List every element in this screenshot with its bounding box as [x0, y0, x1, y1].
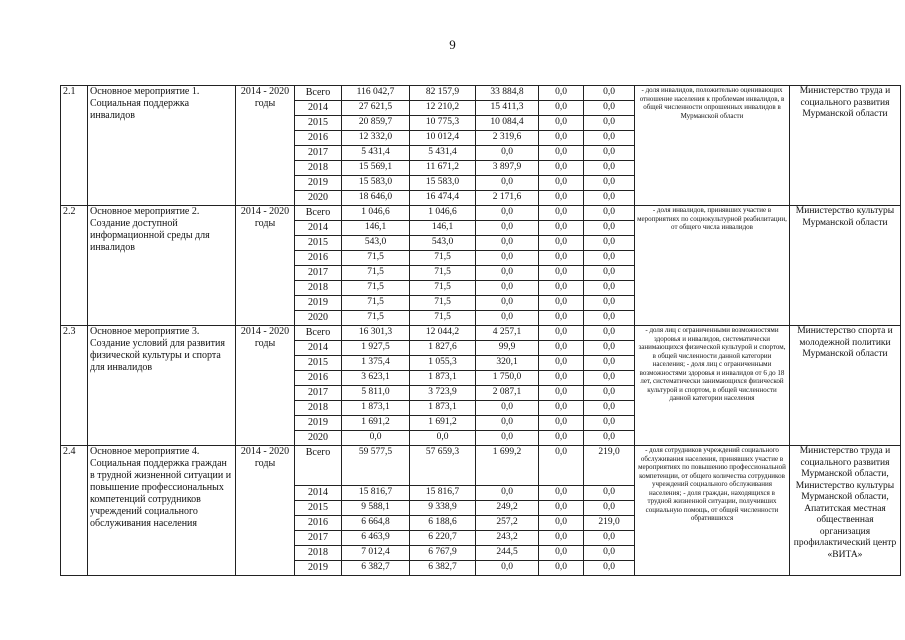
- funding-cell: 0,0: [584, 386, 635, 401]
- funding-cell: 0,0: [584, 311, 635, 326]
- funding-cell: 2 319,6: [476, 131, 539, 146]
- funding-cell: 59 577,5: [342, 446, 410, 486]
- funding-cell: 0,0: [539, 131, 584, 146]
- funding-cell: 0,0: [410, 431, 476, 446]
- funding-cell: 0,0: [539, 236, 584, 251]
- funding-cell: 0,0: [584, 206, 635, 221]
- table-row: [61, 326, 901, 341]
- activity-number: 2.2: [61, 206, 88, 326]
- funding-cell: 0,0: [584, 371, 635, 386]
- funding-cell: 27 621,5: [342, 101, 410, 116]
- funding-cell: 0,0: [539, 251, 584, 266]
- program-activities-table: [60, 85, 901, 576]
- funding-cell: 0,0: [584, 486, 635, 501]
- funding-cell: 244,5: [476, 546, 539, 561]
- funding-cell: 0,0: [539, 86, 584, 101]
- funding-cell: 5 431,4: [410, 146, 476, 161]
- funding-cell: 0,0: [539, 146, 584, 161]
- year-cell: Всего: [295, 86, 342, 101]
- year-cell: 2015: [295, 501, 342, 516]
- funding-cell: 243,2: [476, 531, 539, 546]
- target-indicators: - доля сотрудников учреждений социального обслуживания населения, принявших участие в мероприятиях по повышению профессиональной компетенции, от общего количества сотрудников учреждений социального обслуживания населения; - доля граждан, находящихся в трудной жизненной ситуации, получивших социальную помощь, от общей численности обратившихся: [635, 446, 790, 576]
- page-number: 9: [449, 37, 456, 52]
- funding-cell: 82 157,9: [410, 86, 476, 101]
- funding-cell: 320,1: [476, 356, 539, 371]
- year-cell: 2019: [295, 416, 342, 431]
- funding-cell: 6 188,6: [410, 516, 476, 531]
- funding-cell: 0,0: [539, 546, 584, 561]
- funding-cell: 0,0: [584, 236, 635, 251]
- funding-cell: 219,0: [584, 446, 635, 486]
- funding-cell: 0,0: [476, 281, 539, 296]
- funding-cell: 6 664,8: [342, 516, 410, 531]
- year-cell: 2016: [295, 251, 342, 266]
- funding-cell: 0,0: [476, 416, 539, 431]
- funding-cell: 6 767,9: [410, 546, 476, 561]
- activity-period: 2014 - 2020 годы: [236, 326, 295, 446]
- funding-cell: 0,0: [539, 161, 584, 176]
- funding-cell: 0,0: [539, 116, 584, 131]
- funding-cell: 10 084,4: [476, 116, 539, 131]
- funding-cell: 0,0: [584, 356, 635, 371]
- funding-cell: 71,5: [410, 311, 476, 326]
- funding-cell: 71,5: [342, 296, 410, 311]
- year-cell: 2019: [295, 296, 342, 311]
- year-cell: 2019: [295, 176, 342, 191]
- funding-cell: 0,0: [584, 341, 635, 356]
- funding-cell: 71,5: [410, 251, 476, 266]
- funding-cell: 1 046,6: [342, 206, 410, 221]
- funding-cell: 0,0: [539, 341, 584, 356]
- funding-cell: 6 220,7: [410, 531, 476, 546]
- year-cell: 2020: [295, 311, 342, 326]
- funding-cell: 6 463,9: [342, 531, 410, 546]
- funding-cell: 0,0: [539, 281, 584, 296]
- funding-cell: 0,0: [539, 486, 584, 501]
- funding-cell: 1 873,1: [410, 371, 476, 386]
- funding-cell: 0,0: [476, 236, 539, 251]
- funding-cell: 0,0: [476, 561, 539, 576]
- funding-cell: 3 723,9: [410, 386, 476, 401]
- year-cell: 2014: [295, 101, 342, 116]
- year-cell: 2016: [295, 131, 342, 146]
- activity-name: Основное мероприятие 2. Создание доступной информационной среды для инвалидов: [88, 206, 236, 326]
- target-indicators: - доля лиц с ограниченными возможностями здоровья и инвалидов, систематически занимающихся физической культурой и спортом, в общей численности данной категории населения; - доля лиц с ограниченными возможностями здоровья и инвалидов от 6 до 18 лет, систематически занимающихся физической культурой и спортом, в общей численности данной категории населения: [635, 326, 790, 446]
- funding-cell: 0,0: [584, 546, 635, 561]
- year-cell: 2017: [295, 266, 342, 281]
- funding-cell: 71,5: [342, 251, 410, 266]
- year-cell: 2020: [295, 191, 342, 206]
- funding-cell: 1 055,3: [410, 356, 476, 371]
- funding-cell: 15 569,1: [342, 161, 410, 176]
- funding-cell: 0,0: [539, 501, 584, 516]
- funding-cell: 15 411,3: [476, 101, 539, 116]
- funding-cell: 33 884,8: [476, 86, 539, 101]
- year-cell: 2018: [295, 546, 342, 561]
- funding-cell: 0,0: [539, 446, 584, 486]
- year-cell: Всего: [295, 206, 342, 221]
- funding-cell: 0,0: [539, 206, 584, 221]
- funding-cell: 0,0: [539, 326, 584, 341]
- funding-cell: 12 210,2: [410, 101, 476, 116]
- funding-cell: 1 691,2: [342, 416, 410, 431]
- funding-cell: 0,0: [539, 386, 584, 401]
- activity-name: Основное мероприятие 1. Социальная поддержка инвалидов: [88, 86, 236, 206]
- funding-cell: 0,0: [584, 101, 635, 116]
- funding-cell: 0,0: [539, 371, 584, 386]
- year-cell: 2016: [295, 371, 342, 386]
- year-cell: 2016: [295, 516, 342, 531]
- responsible-executor: Министерство труда и социального развития Мурманской области, Министерство культуры Мурманской области, Апатитская местная общественная организация профилактический центр «ВИТА»: [790, 446, 901, 576]
- funding-cell: 0,0: [539, 531, 584, 546]
- funding-cell: 99,9: [476, 341, 539, 356]
- funding-cell: 0,0: [539, 311, 584, 326]
- funding-cell: 0,0: [584, 296, 635, 311]
- year-cell: 2019: [295, 561, 342, 576]
- funding-cell: 249,2: [476, 501, 539, 516]
- activity-period: 2014 - 2020 годы: [236, 86, 295, 206]
- funding-cell: 0,0: [539, 356, 584, 371]
- funding-cell: 7 012,4: [342, 546, 410, 561]
- year-cell: 2018: [295, 281, 342, 296]
- funding-cell: 4 257,1: [476, 326, 539, 341]
- funding-cell: 71,5: [410, 266, 476, 281]
- funding-cell: 5 431,4: [342, 146, 410, 161]
- funding-cell: 71,5: [410, 281, 476, 296]
- responsible-executor: Министерство труда и социального развития Мурманской области: [790, 86, 901, 206]
- funding-cell: 0,0: [584, 116, 635, 131]
- table-row: [61, 86, 901, 101]
- funding-cell: 0,0: [584, 561, 635, 576]
- funding-cell: 0,0: [539, 561, 584, 576]
- funding-cell: 0,0: [476, 311, 539, 326]
- funding-cell: 1 375,4: [342, 356, 410, 371]
- year-cell: 2014: [295, 486, 342, 501]
- funding-cell: 1 927,5: [342, 341, 410, 356]
- funding-cell: 116 042,7: [342, 86, 410, 101]
- funding-cell: 0,0: [584, 266, 635, 281]
- activity-period: 2014 - 2020 годы: [236, 206, 295, 326]
- funding-cell: 71,5: [342, 266, 410, 281]
- funding-cell: 146,1: [410, 221, 476, 236]
- funding-cell: 0,0: [476, 401, 539, 416]
- activity-name: Основное мероприятие 4. Социальная поддержка граждан в трудной жизненной ситуации и повышение профессиональных компетенций сотрудников учреждений социального обслуживания населения: [88, 446, 236, 576]
- year-cell: 2017: [295, 146, 342, 161]
- funding-cell: 11 671,2: [410, 161, 476, 176]
- funding-cell: 0,0: [584, 531, 635, 546]
- responsible-executor: Министерство спорта и молодежной политики Мурманской области: [790, 326, 901, 446]
- table-row: [61, 446, 901, 486]
- funding-cell: 9 338,9: [410, 501, 476, 516]
- funding-cell: 0,0: [584, 86, 635, 101]
- year-cell: Всего: [295, 326, 342, 341]
- funding-cell: 1 699,2: [476, 446, 539, 486]
- funding-cell: 0,0: [584, 431, 635, 446]
- funding-cell: 0,0: [539, 221, 584, 236]
- funding-cell: 0,0: [584, 401, 635, 416]
- funding-cell: 10 775,3: [410, 116, 476, 131]
- funding-cell: 0,0: [584, 501, 635, 516]
- funding-cell: 0,0: [584, 176, 635, 191]
- funding-cell: 0,0: [476, 146, 539, 161]
- funding-cell: 15 816,7: [410, 486, 476, 501]
- funding-cell: 0,0: [476, 206, 539, 221]
- funding-cell: 71,5: [342, 311, 410, 326]
- funding-cell: 15 816,7: [342, 486, 410, 501]
- year-cell: 2020: [295, 431, 342, 446]
- funding-cell: 2 171,6: [476, 191, 539, 206]
- funding-cell: 0,0: [584, 221, 635, 236]
- activity-period: 2014 - 2020 годы: [236, 446, 295, 576]
- funding-cell: 3 897,9: [476, 161, 539, 176]
- activity-number: 2.4: [61, 446, 88, 576]
- funding-cell: 0,0: [476, 176, 539, 191]
- funding-cell: 146,1: [342, 221, 410, 236]
- funding-cell: 6 382,7: [342, 561, 410, 576]
- funding-cell: 1 046,6: [410, 206, 476, 221]
- year-cell: 2015: [295, 236, 342, 251]
- funding-cell: 0,0: [476, 221, 539, 236]
- year-cell: 2017: [295, 531, 342, 546]
- funding-cell: 3 623,1: [342, 371, 410, 386]
- funding-cell: 57 659,3: [410, 446, 476, 486]
- funding-cell: 0,0: [342, 431, 410, 446]
- funding-cell: 16 301,3: [342, 326, 410, 341]
- target-indicators: - доля инвалидов, положительно оценивающих отношение населения к проблемам инвалидов, в общей численности опрошенных инвалидов в Мурманской области: [635, 86, 790, 206]
- funding-cell: 0,0: [584, 326, 635, 341]
- funding-cell: 0,0: [584, 251, 635, 266]
- funding-cell: 0,0: [476, 431, 539, 446]
- funding-cell: 0,0: [476, 251, 539, 266]
- year-cell: 2014: [295, 341, 342, 356]
- funding-cell: 18 646,0: [342, 191, 410, 206]
- funding-cell: 0,0: [539, 416, 584, 431]
- funding-cell: 71,5: [410, 296, 476, 311]
- funding-cell: 10 012,4: [410, 131, 476, 146]
- table-row: [61, 206, 901, 221]
- funding-cell: 0,0: [584, 281, 635, 296]
- funding-cell: 6 382,7: [410, 561, 476, 576]
- funding-cell: 0,0: [539, 191, 584, 206]
- funding-cell: 5 811,0: [342, 386, 410, 401]
- funding-cell: 0,0: [476, 486, 539, 501]
- funding-cell: 1 750,0: [476, 371, 539, 386]
- year-cell: 2015: [295, 116, 342, 131]
- funding-cell: 1 873,1: [410, 401, 476, 416]
- funding-cell: 0,0: [476, 296, 539, 311]
- funding-cell: 257,2: [476, 516, 539, 531]
- funding-cell: 219,0: [584, 516, 635, 531]
- year-cell: 2014: [295, 221, 342, 236]
- funding-cell: 12 332,0: [342, 131, 410, 146]
- funding-cell: 0,0: [539, 401, 584, 416]
- funding-cell: 0,0: [584, 161, 635, 176]
- activity-number: 2.3: [61, 326, 88, 446]
- funding-cell: 16 474,4: [410, 191, 476, 206]
- year-cell: 2018: [295, 161, 342, 176]
- funding-cell: 71,5: [342, 281, 410, 296]
- year-cell: 2017: [295, 386, 342, 401]
- funding-cell: 0,0: [539, 101, 584, 116]
- funding-cell: 0,0: [539, 431, 584, 446]
- funding-cell: 20 859,7: [342, 116, 410, 131]
- funding-cell: 0,0: [584, 131, 635, 146]
- target-indicators: - доля инвалидов, принявших участие в мероприятиях по социокультурной реабилитации, от общего числа инвалидов: [635, 206, 790, 326]
- funding-cell: 1 873,1: [342, 401, 410, 416]
- funding-cell: 0,0: [584, 146, 635, 161]
- year-cell: 2018: [295, 401, 342, 416]
- funding-cell: 9 588,1: [342, 501, 410, 516]
- funding-cell: 543,0: [342, 236, 410, 251]
- funding-cell: 15 583,0: [342, 176, 410, 191]
- responsible-executor: Министерство культуры Мурманской области: [790, 206, 901, 326]
- funding-cell: 0,0: [539, 266, 584, 281]
- funding-cell: 0,0: [476, 266, 539, 281]
- funding-cell: 1 827,6: [410, 341, 476, 356]
- funding-cell: 1 691,2: [410, 416, 476, 431]
- year-cell: 2015: [295, 356, 342, 371]
- funding-cell: 0,0: [539, 296, 584, 311]
- year-cell: Всего: [295, 446, 342, 486]
- funding-cell: 15 583,0: [410, 176, 476, 191]
- funding-cell: 0,0: [584, 416, 635, 431]
- funding-cell: 0,0: [539, 516, 584, 531]
- funding-cell: 2 087,1: [476, 386, 539, 401]
- funding-cell: 0,0: [584, 191, 635, 206]
- activity-name: Основное мероприятие 3. Создание условий для развития физической культуры и спорта для инвалидов: [88, 326, 236, 446]
- funding-cell: 0,0: [539, 176, 584, 191]
- activity-number: 2.1: [61, 86, 88, 206]
- funding-cell: 12 044,2: [410, 326, 476, 341]
- funding-cell: 543,0: [410, 236, 476, 251]
